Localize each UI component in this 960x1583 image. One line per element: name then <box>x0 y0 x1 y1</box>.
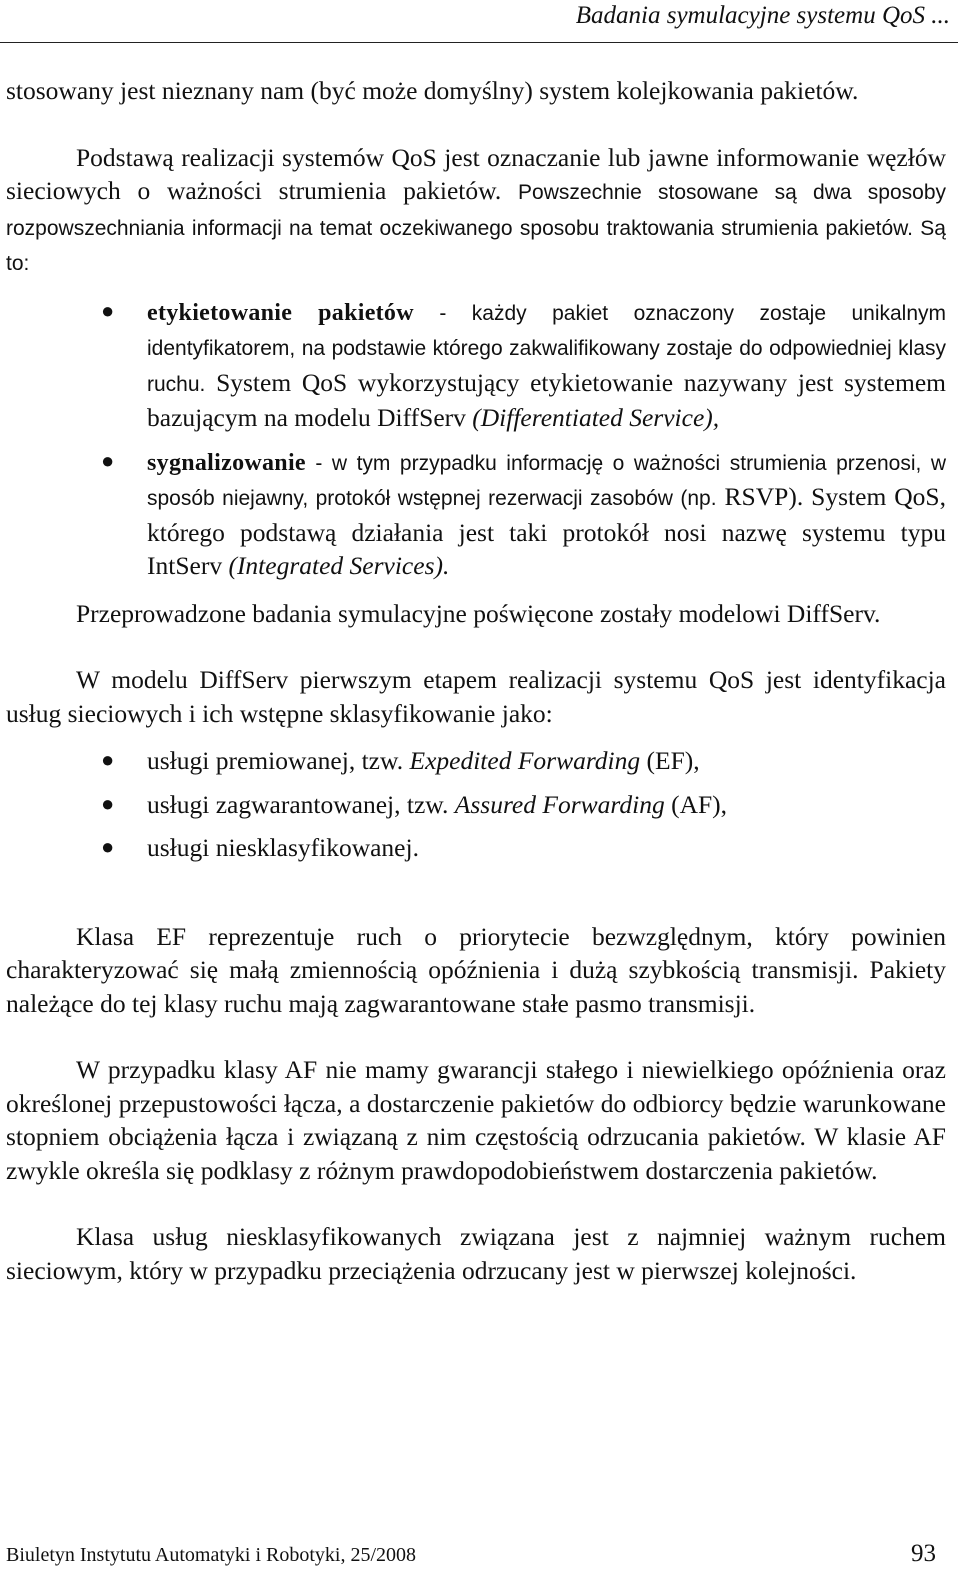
paragraph-7: Klasa usług niesklasyfikowanych związana jest z najmniej ważnym ruchem sieciowym, który w przypadku przeciążenia odrzucany jest w pierwszej kolejności. <box>6 1222 946 1285</box>
bullet-2-serif: RSVP). System QoS, którego podstawą działania jest taki protokół nosi nazwę systemu typu IntServ <box>147 482 946 580</box>
list-item <box>6 445 946 583</box>
list-item <box>6 295 946 435</box>
paragraph-6: W przypadku klasy AF nie mamy gwarancji stałego i niewielkiego opóźnienia oraz określonej przepustowości łącza, a dostarczenie pakietów do odbiorcy będzie warunkowane stopniem obciążenia łącza i związaną z nim częstością odrzucania pakietów. W klasie AF zwykle określa się podklasy z różnym prawdopodobieństwem dostarczenia pakietów. <box>6 1055 946 1185</box>
service-af-name: Assured Forwarding <box>454 789 665 819</box>
signaling-methods-list <box>6 295 946 583</box>
bullet-icon: ● <box>101 447 115 473</box>
page-footer <box>6 1540 936 1572</box>
header-rule <box>0 42 958 43</box>
service-unclassified-text: usługi niesklasyfikowanej. <box>147 833 419 862</box>
service-ef-name: Expedited Forwarding <box>409 746 641 775</box>
bullet-icon: ● <box>101 790 115 816</box>
service-af-text: usługi zagwarantowanej, tzw. <box>147 789 455 819</box>
bullet-icon: ● <box>101 297 115 323</box>
bullet-2-sans: - w tym przypadku informację o ważności strumienia przenosi, w sposób niejawny, protokół wstępnej rezerwacji zasobów (np. <box>147 451 946 510</box>
page-header <box>0 0 960 44</box>
bullet-icon: ● <box>101 834 115 859</box>
list-item <box>6 744 946 778</box>
page-body <box>6 74 946 1287</box>
paragraph-2-serif: Podstawą realizacji systemów QoS jest oznaczanie lub jawne informowanie węzłów sieciowych o ważności strumienia pakietów. <box>6 142 946 205</box>
service-ef-text: usługi premiowanej, tzw. <box>147 746 410 775</box>
paragraph-5: Klasa EF reprezentuje ruch o priorytecie bezwzględnym, który powinien charakteryzować się małą zmiennością opóźnienia i dużą szybkością transmisji. Pakiety należące do tej klasy ruchu mają zagwarantowane stałe pasmo transmisji. <box>6 921 946 1018</box>
list-item <box>6 831 946 865</box>
running-title: Badania symulacyjne systemu QoS ... <box>575 2 950 29</box>
page-number: 93 <box>911 1540 936 1567</box>
bullet-icon: ● <box>101 747 115 772</box>
paragraph-2 <box>6 141 946 281</box>
bullet-1-italic: (Differentiated Service), <box>472 403 720 432</box>
list-item <box>6 788 946 822</box>
term-etykietowanie: etykietowanie pakietów <box>147 299 414 326</box>
paragraph-4: W modelu DiffServ pierwszym etapem realizacji systemu QoS jest identyfikacja usług sieciowych i ich wstępne sklasyfikowanie jako: <box>6 665 946 728</box>
paragraph-3: Przeprowadzone badania symulacyjne poświęcone zostały modelowi DiffServ. <box>76 598 881 628</box>
term-sygnalizowanie: sygnalizowanie <box>147 449 306 476</box>
paragraph-1: stosowany jest nieznany nam (być może domyślny) system kolejkowania pakietów. <box>6 76 859 105</box>
bullet-1-sans: - każdy pakiet oznaczony zostaje unikalnym identyfikatorem, na podstawie którego zakwalifikowany zostaje do odpowiedniej klasy ruchu. <box>147 301 946 396</box>
journal-citation: Biuletyn Instytutu Automatyki i Robotyki, 25/2008 <box>6 1544 417 1566</box>
service-af-abbr: (AF), <box>664 789 728 819</box>
service-ef-abbr: (EF), <box>640 746 700 775</box>
service-classes-list <box>6 744 946 865</box>
paragraph-2-sans: Powszechnie stosowane są dwa sposoby rozpowszechniania informacji na temat oczekiwanego sposobu traktowania strumienia pakietów. Są to: <box>6 181 947 275</box>
bullet-1-serif: System QoS wykorzystujący etykietowanie nazywany jest systemem bazującym na modelu DiffServ <box>147 367 946 432</box>
bullet-2-italic: (Integrated Services). <box>228 551 450 580</box>
